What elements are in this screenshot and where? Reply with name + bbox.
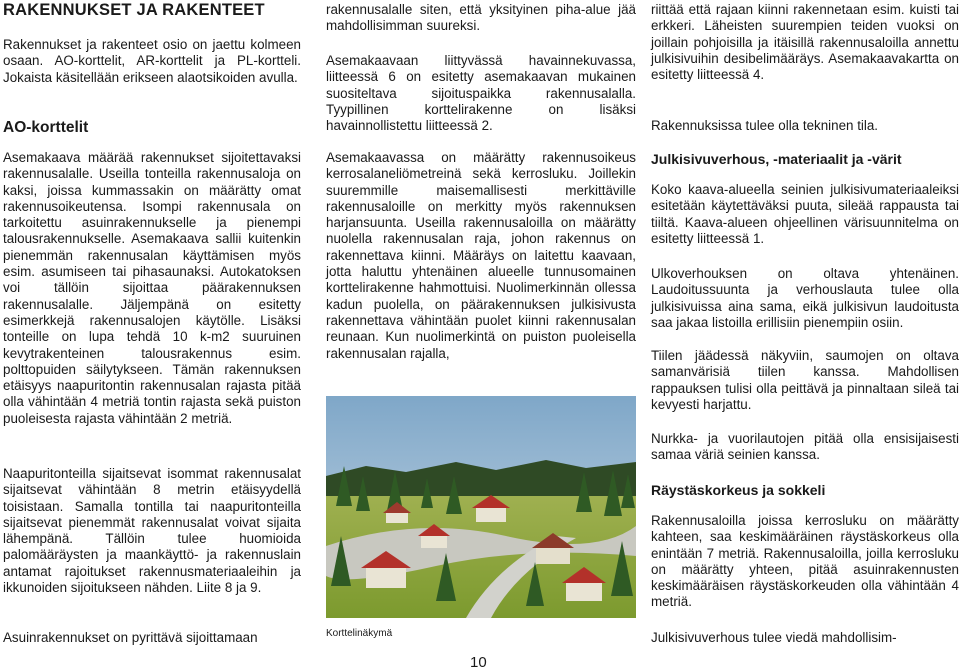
eaves-heading: Räystäskorkeus ja sokkeli	[651, 482, 826, 498]
page-number: 10	[470, 654, 487, 671]
body-paragraph: rakennusalalle siten, että yksityinen piha-alue jää mahdollisimman suureksi.	[326, 2, 636, 34]
block-view-illustration	[326, 396, 636, 618]
intro-paragraph: Rakennukset ja rakenteet osio on jaettu kolmeen osaan. AO-korttelit, AR-korttelit ja PL-kortteli. Jokaista käsitellään erikseen alaotsikoiden avulla.	[3, 37, 301, 85]
body-paragraph: Nurkka- ja vuorilautojen pitää olla ensisijaisesti samaa väriä seinien kanssa.	[651, 431, 959, 463]
body-paragraph: Julkisivuverhous tulee viedä mahdollisim-	[651, 630, 897, 645]
body-paragraph: Ulkoverhouksen on oltava yhtenäinen. Laudoitussuunta ja verhouslauta tulee olla julkisivuissa aina sama, eikä julkisivun laudoitusta saa jakaa listoilla erillisiin pienempiin osiin.	[651, 266, 959, 330]
body-paragraph: Asuinrakennukset on pyrittävä sijoittamaan	[3, 630, 258, 645]
body-paragraph: Asemakaavassa on määrätty rakennusoikeus kerrosalaneliömetreinä sekä kerrosluku. Joillekin suuremmille maisemallisesti merkittäville rakennusaloille on merkitty myös rakennuksen harjansuunta. Useilla rakennusaloilla on määrätty nuolella rakennusalan raja, johon rakennus on rakennettava kiinni. Määräys on laitettu kaavaan, jotta haluttu yhtenäinen alueelle tunnusomainen korttelirakenne hahmottuisi. Nuolimerkinnän ollessa kadun puolella, on päärakennuksen julkisivusta rakennettava vähintään puolet kiinni rakennusalan reunaan. Kun nuolimerkintä on puiston puoleisella rakennusalan rajalla,	[326, 150, 636, 361]
body-paragraph: riittää että rajaan kiinni rakennetaan esim. kuisti tai erkkeri. Läheisten suurempien teiden vuoksi on joillain pohjoisilla ja itäisillä rakennusaloilla annettu julkisivuihin desibelimääräys. Asemakaavakartta on esitetty liitteessä 4.	[651, 2, 959, 83]
body-paragraph: Asemakaavaan liittyvässä havainnekuvassa, liitteessä 6 on esitetty asemakaavan mukainen suositeltava sijoituspaikka rakennusalalla. Tyypillinen korttelirakenne on lisäksi havainnollistettu liitteessä 2.	[326, 53, 636, 134]
body-paragraph: Asemakaava määrää rakennukset sijoitettavaksi rakennusalalle. Useilla tonteilla rakennusaloja on kaksi, joissa kummassakin on määrätty omat rakennusoikeutensa. Isompi rakennusala on tarkoitettu asuinrakennukselle ja pienempi talousrakennukselle. Asemakaava sallii kuitenkin pienemmän rakennusalan käyttämisen myös esim. asumiseen tai pihasaunaksi. Autokatoksen voi tällöin sijoittaa päärakennuksen rakennusalalle. Jäljempänä on esitetty esimerkkejä rakennusalojen käytölle. Lisäksi tonteille on lupa tehdä 10 k-m2 suuruinen kevytrakenteinen talousrakennus esim. polttopuiden säilytykseen. Tämän rakennuksen etäisyys naapuritontin rakennusalan rajasta pitää olla vähintään 4 metriä tontin rajasta sekä puiston puoleisesta rajasta vähintään 2 metriä.	[3, 150, 301, 426]
body-paragraph: Naapuritonteilla sijaitsevat isommat rakennusalat sijaitsevat vähintään 8 metrin etäisyydellä toisistaan. Samalla tontilla tai naapuritonteilla sijaitsevat pienemmät rakennusalat voivat sijaita lähempänä. Tällöin tulee huomioida palomääräysten ja maankäyttö- ja rakennuslain antamat rajoitukset rakennusmateriaaleihin ja ikkunoiden sijoitukseen nähden. Liite 8 ja 9.	[3, 466, 301, 596]
rendered-neighbourhood-image	[326, 396, 636, 618]
ao-korttelit-heading: AO-korttelit	[3, 119, 89, 136]
body-paragraph: Rakennuksissa tulee olla tekninen tila.	[651, 118, 879, 133]
figure-caption: Korttelinäkymä	[326, 628, 393, 639]
facade-heading: Julkisivuverhous, -materiaalit ja -värit	[651, 151, 902, 167]
body-paragraph: Tiilen jäädessä näkyviin, saumojen on oltava samanvärisiä tiilen kanssa. Mahdollisen rappauksen tulisi olla peittävä ja pinnaltaan sileä tai kevyesti harjattu.	[651, 348, 959, 412]
body-paragraph: Rakennusaloilla joissa kerrosluku on määrätty kahteen, saa keskimääräinen räystäskorkeus olla enintään 7 metriä. Rakennusaloilla, joilla kerrosluku on määrätty yhteen, pitää asuinrakennusten keskimääräisen räystäskorkeuden olla vähintään 4 metriä.	[651, 513, 959, 610]
body-paragraph: Koko kaava-alueella seinien julkisivumateriaaleiksi esitetään käytettäväksi puuta, sileää rappausta tai tiiltä. Kaava-alueen ohjeellinen värisuunnitelma on esitetty liitteessä 1.	[651, 182, 959, 246]
section-heading: RAKENNUKSET JA RAKENTEET	[3, 1, 265, 19]
